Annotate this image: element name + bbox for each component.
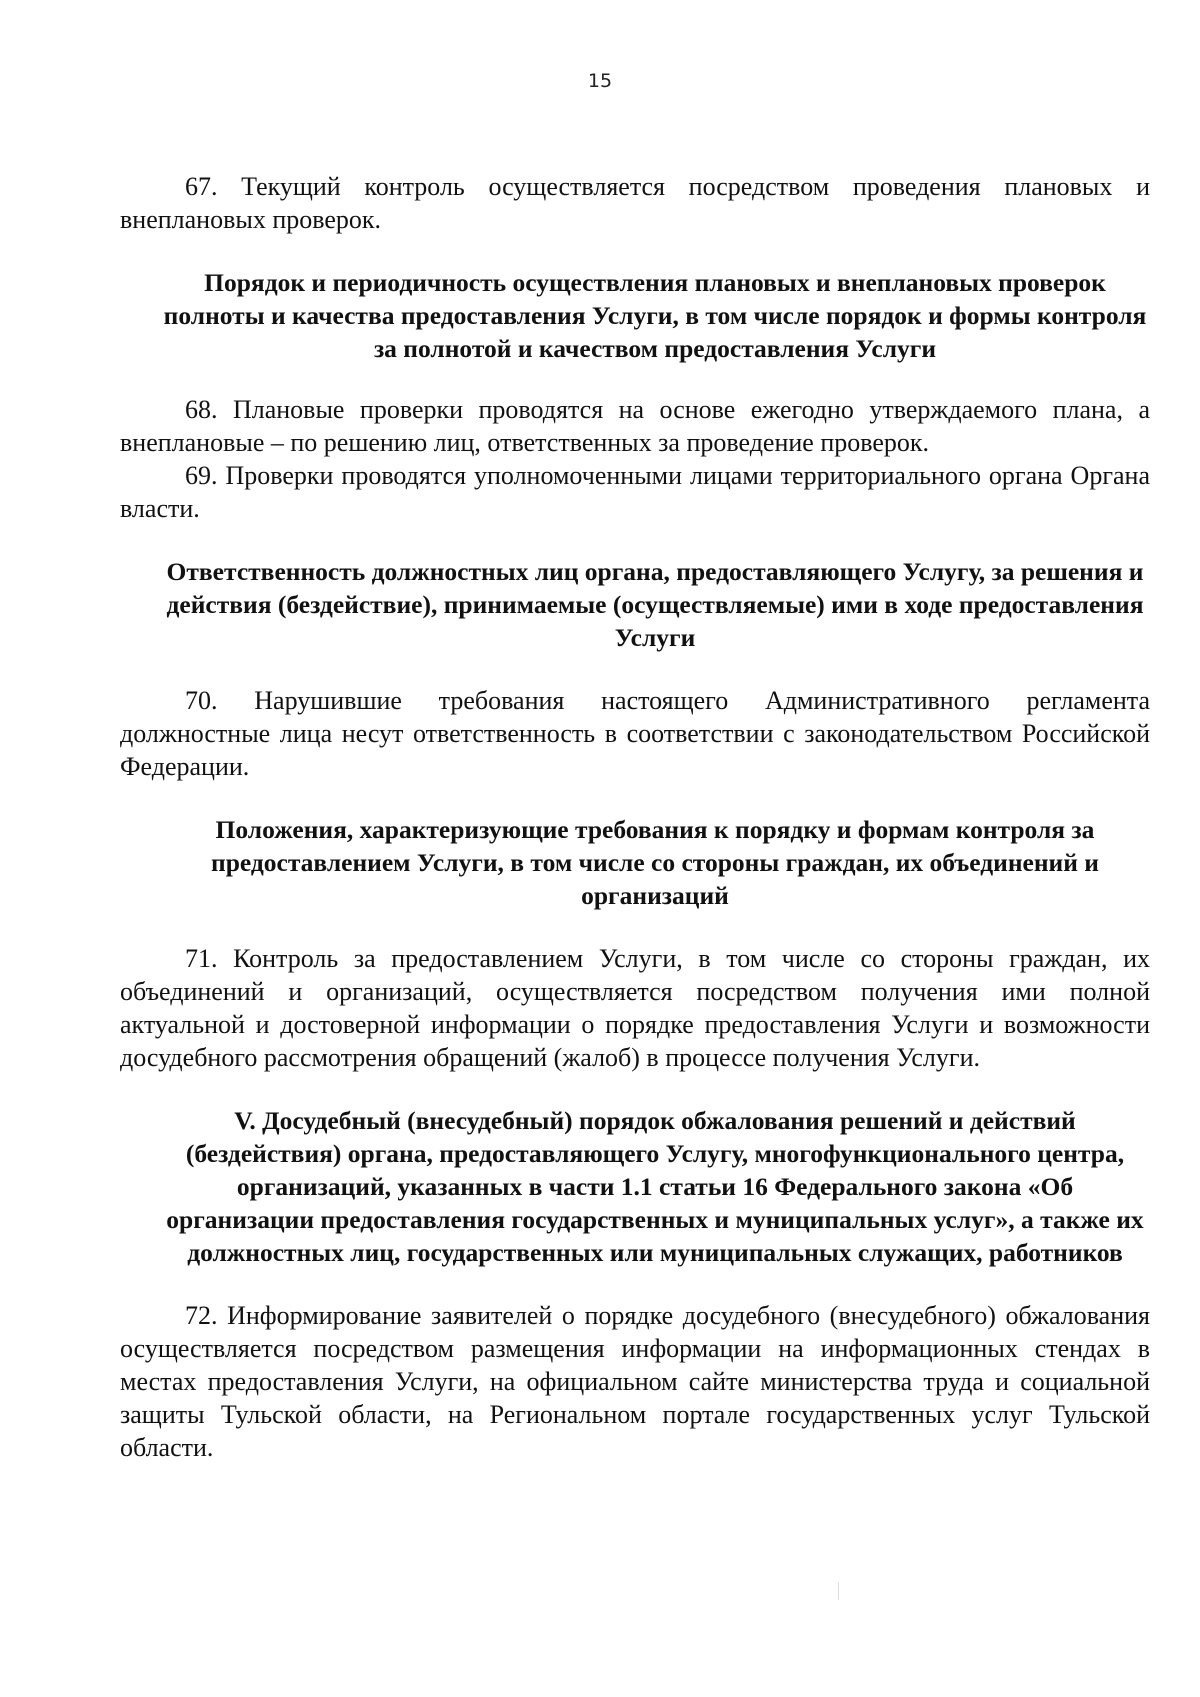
page-body — [120, 170, 1150, 1464]
section-heading-inspections: Порядок и периодичность осуществления плановых и внеплановых проверок полноты и качества предоставления Услуги, в том числе порядок и формы контроля за полнотой и качеством предоставления Услуги — [163, 268, 1147, 363]
paragraph-72: 72. Информирование заявителей о порядке досудебного (внесудебного) обжалования осуществляется посредством размещения информации на информационных стендах в местах предоставления Услуги, на официальном сайте министерства труда и социальной защиты Тульской области, на Региональном портале государственных услуг Тульской области. — [120, 1301, 1150, 1462]
section-heading-control-provisions: Положения, характеризующие требования к порядку и формам контроля за предоставлением Услуги, в том числе со стороны граждан, их объединений и организаций — [211, 815, 1099, 910]
paragraph-67: 67. Текущий контроль осуществляется посредством проведения плановых и внеплановых проверок. — [120, 172, 1150, 234]
paragraph-70: 70. Нарушившие требования настоящего Административного регламента должностные лица несут ответственность в соответствии с законодательством Российской Федерации. — [120, 686, 1150, 781]
page-number: 15 — [587, 70, 613, 92]
section-heading-appeal-procedure: V. Досудебный (внесудебный) порядок обжалования решений и действий (бездействия) органа, предоставляющего Услугу, многофункционального центра, организаций, указанных в части 1.1 статьи 16 Федерального закона «Об организации предоставления государственных и муниципальных услуг», а также их должностных лиц, государственных или муниципальных служащих, работников — [166, 1106, 1144, 1267]
paragraph-69: 69. Проверки проводятся уполномоченными лицами территориального органа Органа власти. — [120, 461, 1150, 523]
section-heading-responsibility: Ответственность должностных лиц органа, предоставляющего Услугу, за решения и действия (бездействие), принимаемые (осуществляемые) ими в ходе предоставления Услуги — [166, 557, 1144, 652]
paragraph-71: 71. Контроль за предоставлением Услуги, в том числе со стороны граждан, их объединений и организаций, осуществляется посредством получения ими полной актуальной и достоверной информации о порядке предоставления Услуги и возможности досудебного рассмотрения обращений (жалоб) в процессе получения Услуги. — [120, 944, 1150, 1072]
paragraph-68: 68. Плановые проверки проводятся на основе ежегодно утверждаемого плана, а внеплановые – по решению лиц, ответственных за проведение проверок. — [120, 395, 1150, 457]
scan-artifact — [838, 1582, 839, 1600]
